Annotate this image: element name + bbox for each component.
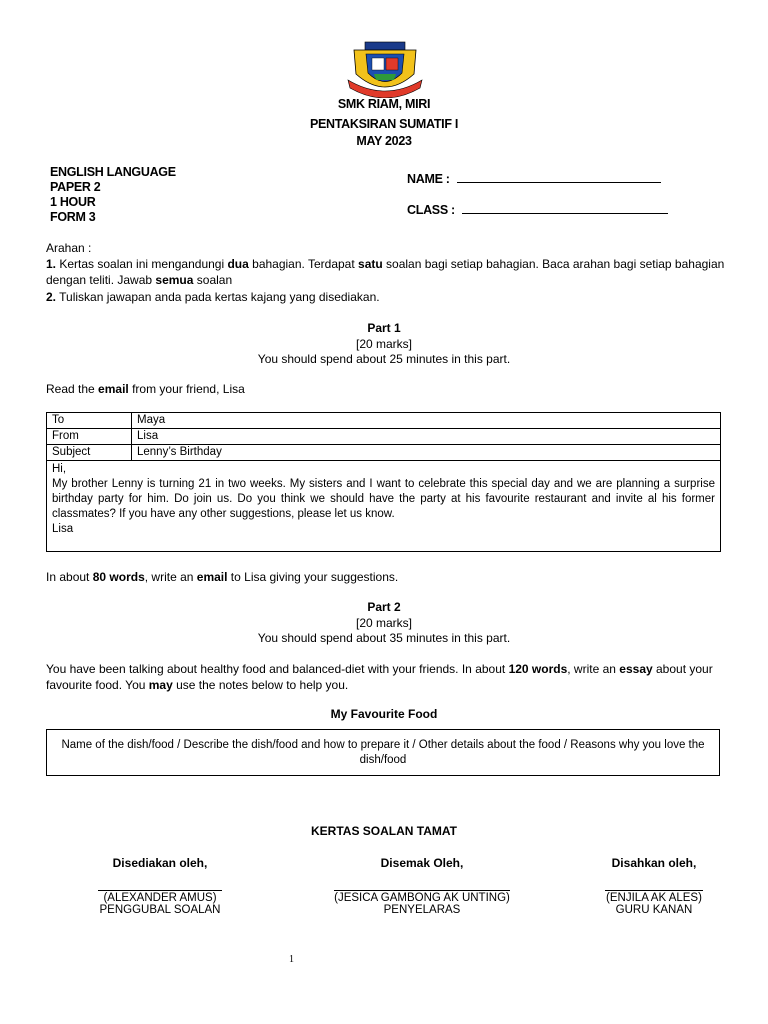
name-blank-line	[457, 173, 661, 183]
email-body-cell	[47, 461, 721, 552]
prepared-by-label: Disediakan oleh,	[112, 856, 208, 870]
checked-by-name: (JESICA GAMBONG AK UNTING)	[334, 892, 510, 904]
class-label: CLASS :	[407, 203, 455, 217]
school-crest-icon	[344, 40, 426, 98]
email-table	[46, 412, 721, 552]
approved-by-block	[584, 856, 724, 916]
part1-task: In about 80 words, write an email to Lisa giving your suggestions.	[46, 570, 399, 584]
instruction-2: 2. Tuliskan jawapan anda pada kertas kajang yang disediakan.	[46, 290, 380, 304]
email-greeting: Hi,	[52, 463, 67, 475]
instruction-1: 1. Kertas soalan ini mengandungi dua bahagian. Terdapat satu soalan bagi setiap bahagian. Baca arahan bagi setiap bahagian	[46, 257, 725, 271]
part1-intro: Read the email from your friend, Lisa	[46, 382, 245, 396]
from-label: From	[47, 429, 132, 445]
from-value: Lisa	[132, 429, 721, 445]
checked-by-role: PENYELARAS	[383, 904, 461, 916]
email-subject-row	[47, 445, 721, 461]
email-from-row	[47, 429, 721, 445]
prepared-by-name: (ALEXANDER AMUS)	[103, 892, 217, 904]
notes-title: My Favourite Food	[330, 707, 438, 721]
part1-marks: [20 marks]	[355, 337, 412, 351]
notes-line-1: Name of the dish/food / Describe the dish/food and how to prepare it / Other details about the food / Reasons why you love the	[61, 739, 705, 751]
prepared-by-block	[80, 856, 240, 916]
page-number: 1	[289, 954, 294, 965]
prepared-by-role: PENGGUBAL SOALAN	[99, 904, 221, 916]
end-of-paper: KERTAS SOALAN TAMAT	[311, 824, 457, 838]
part2-task-cont: favourite food. You may use the notes below to help you.	[46, 678, 349, 692]
assessment-title: PENTAKSIRAN SUMATIF I	[309, 117, 459, 131]
name-label: NAME :	[407, 172, 450, 186]
class-field	[407, 203, 668, 217]
paper-label: PAPER 2	[50, 180, 101, 194]
class-blank-line	[462, 204, 668, 214]
instructions-title: Arahan :	[46, 241, 92, 255]
checked-by-block	[318, 856, 526, 916]
part1-time: You should spend about 25 minutes in this part.	[257, 352, 511, 366]
part1-title: Part 1	[367, 321, 401, 335]
checked-by-label: Disemak Oleh,	[380, 856, 464, 870]
email-signoff: Lisa	[52, 523, 74, 535]
email-to-row	[47, 413, 721, 429]
email-body: My brother Lenny is turning 21 in two weeks. My sisters and I want to celebrate this special day and we are planning a surprise birthday party for him. Do join us. Do you think we should have the party at his favourite restaurant and invite al his former classmates? If you have any other suggestions, please let us know.	[52, 478, 715, 520]
instruction-1-cont: dengan teliti. Jawab semua soalan	[46, 273, 233, 287]
exam-date: MAY 2023	[356, 134, 412, 148]
to-value: Maya	[132, 413, 721, 429]
approved-signature-line	[605, 889, 703, 891]
email-body-row	[47, 461, 721, 552]
approved-by-role: GURU KANAN	[615, 904, 693, 916]
notes-box	[46, 729, 720, 776]
subject-label: Subject	[47, 445, 132, 461]
prepared-signature-line	[98, 889, 222, 891]
form-label: FORM 3	[50, 210, 96, 224]
approved-by-label: Disahkan oleh,	[611, 856, 697, 870]
subject-value: Lenny’s Birthday	[132, 445, 721, 461]
part2-marks: [20 marks]	[355, 616, 412, 630]
approved-by-name: (ENJILA AK ALES)	[606, 892, 702, 904]
school-name: SMK RIAM, MIRI	[337, 97, 431, 111]
notes-line-2: dish/food	[359, 754, 407, 766]
part2-title: Part 2	[367, 600, 401, 614]
subject-label: ENGLISH LANGUAGE	[50, 165, 176, 179]
duration-label: 1 HOUR	[50, 195, 96, 209]
part2-task: You have been talking about healthy food and balanced-diet with your friends. In about 120 words, write an essay about your	[46, 662, 713, 676]
checked-signature-line	[334, 889, 510, 891]
to-label: To	[47, 413, 132, 429]
part2-time: You should spend about 35 minutes in this part.	[257, 631, 511, 645]
name-field	[407, 172, 661, 186]
